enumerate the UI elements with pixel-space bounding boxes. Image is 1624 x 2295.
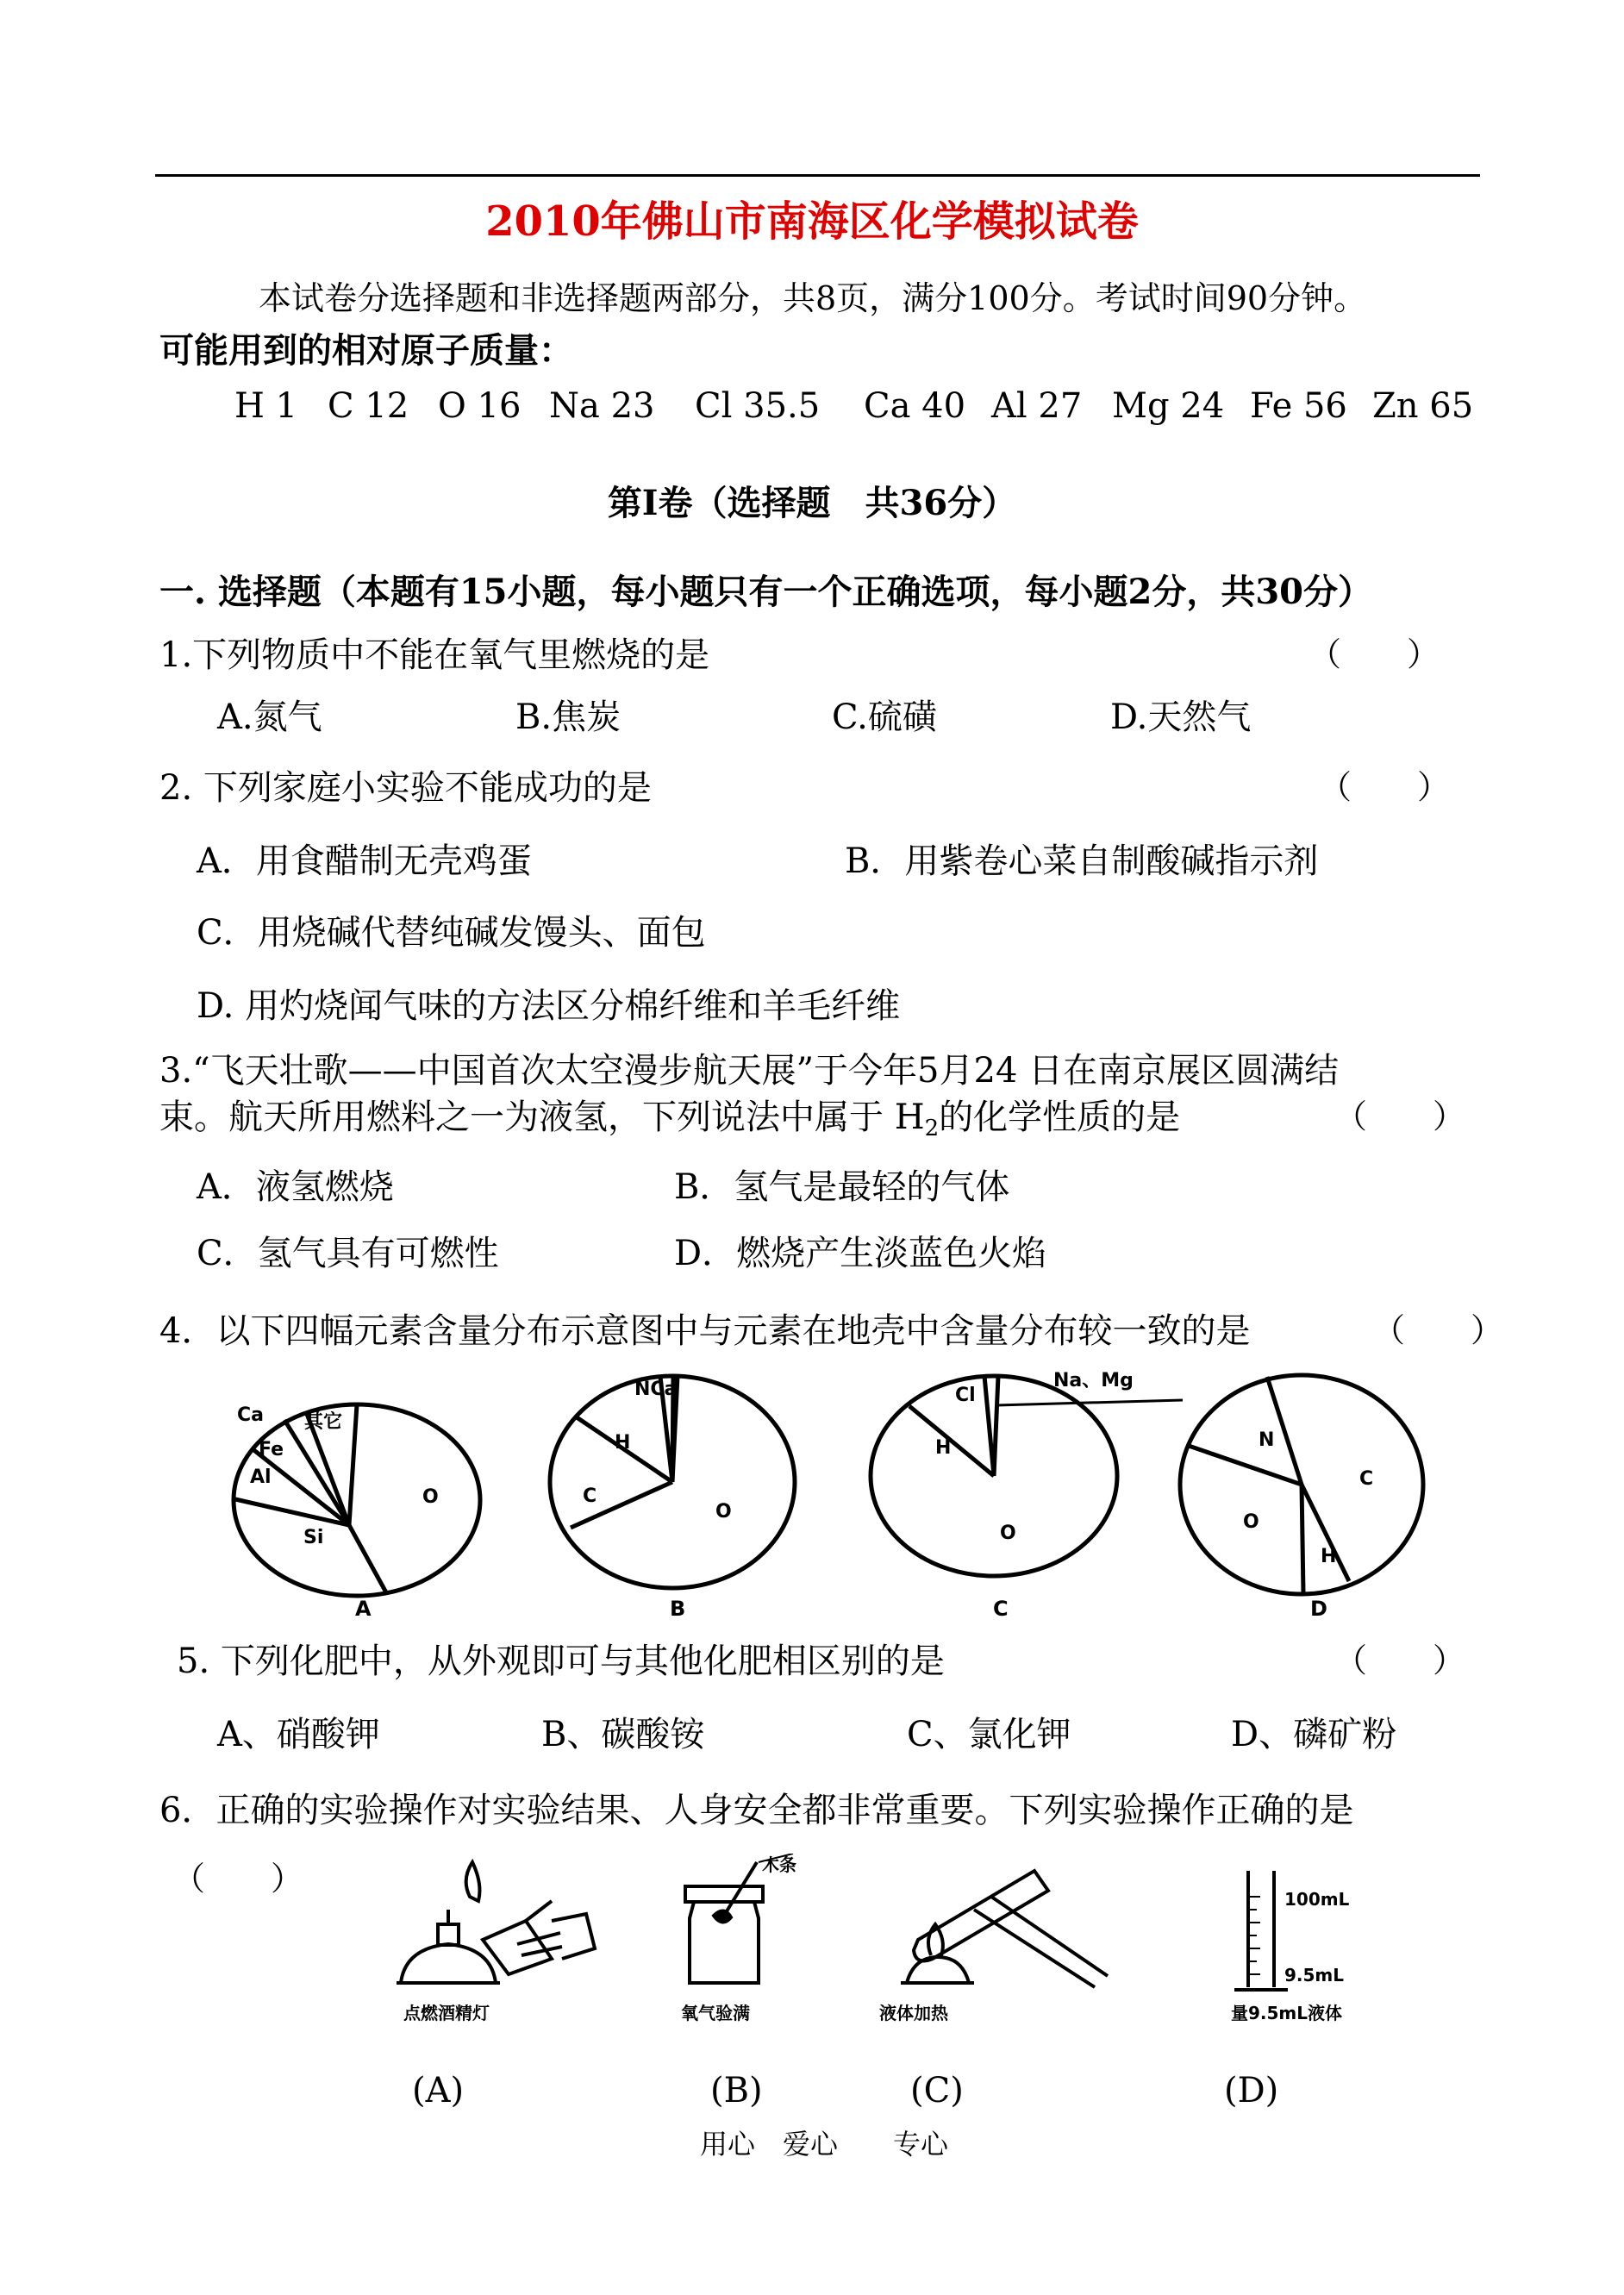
cylinder-bottom-mark: 9.5mL bbox=[1284, 1965, 1345, 1985]
cylinder-top-mark: 100mL bbox=[1284, 1889, 1350, 1910]
option-c: C.硫磺 bbox=[832, 697, 937, 737]
option-c: C、氯化钾 bbox=[907, 1715, 1071, 1754]
pie-a-caption: A bbox=[355, 1597, 372, 1621]
pie-d-label-o: O bbox=[1243, 1511, 1259, 1533]
pie-b-label-h: H bbox=[615, 1432, 631, 1454]
atomic-mass-h: H 1 bbox=[234, 386, 298, 426]
question-stem-line-1: 3.“飞天壮歌——中国首次太空漫步航天展”于今年5月24 日在南京展区圆满结 bbox=[159, 1051, 1340, 1091]
option-d: D.天然气 bbox=[1110, 697, 1252, 737]
pie-c-label-na-mg: Na、Mg bbox=[1053, 1370, 1134, 1391]
pie-c-label-cl: Cl bbox=[955, 1385, 976, 1406]
atomic-mass-o: O 16 bbox=[438, 386, 522, 426]
pie-b-label-nca: NCa bbox=[634, 1379, 678, 1400]
h2-subscript: 2 bbox=[924, 1116, 940, 1141]
stem-text-b: 的化学性质的是 bbox=[939, 1097, 1181, 1137]
pie-c-label-h: H bbox=[935, 1437, 952, 1459]
experiment-a-caption: 点燃酒精灯 bbox=[403, 2003, 490, 2023]
question-stem-line-2 bbox=[159, 1090, 1180, 1141]
pie-d-label-h: H bbox=[1321, 1546, 1337, 1567]
pie-a-label-ca: Ca bbox=[237, 1404, 264, 1426]
pie-a-label-si: Si bbox=[303, 1527, 324, 1548]
option-c: C．氢气具有可燃性 bbox=[197, 1234, 499, 1273]
question-stem: 6．正确的实验操作对实验结果、人身安全都非常重要。下列实验操作正确的是 bbox=[159, 1791, 1354, 1830]
answer-paren: （ ） bbox=[172, 1860, 304, 1898]
atomic-mass-na: Na 23 bbox=[549, 386, 655, 426]
option-a: A．用食醋制无壳鸡蛋 bbox=[197, 841, 532, 881]
atomic-mass-fe: Fe 56 bbox=[1250, 386, 1347, 426]
option-a: A、硝酸钾 bbox=[217, 1715, 380, 1754]
question-stem: 4．以下四幅元素含量分布示意图中与元素在地壳中含量分布较一致的是 bbox=[159, 1311, 1251, 1351]
stick-label: 木条 bbox=[762, 1854, 796, 1875]
pie-d-label-n: N bbox=[1259, 1429, 1275, 1451]
pie-c-caption: C bbox=[993, 1597, 1009, 1621]
exam-title: 2010年佛山市南海区化学模拟试卷 bbox=[485, 197, 1139, 246]
graduated-cylinder-illustration bbox=[1234, 1871, 1288, 1990]
answer-paren: （ ） bbox=[1309, 635, 1440, 673]
pie-a-label-other: 其它 bbox=[304, 1411, 343, 1433]
pie-a-label-fe: Fe bbox=[259, 1439, 284, 1460]
experiment-a-letter: (A) bbox=[412, 2071, 465, 2111]
alcohol-lamp-illustration bbox=[397, 1862, 595, 1983]
pie-b-caption: B bbox=[670, 1597, 686, 1621]
stem-text-a: 束。航天所用燃料之一为液氢，下列说法中属于 H bbox=[159, 1097, 925, 1137]
atomic-mass-cl: Cl 35.5 bbox=[695, 386, 821, 426]
pie-d-caption: D bbox=[1310, 1597, 1327, 1621]
answer-paren: （ ） bbox=[1334, 1097, 1466, 1135]
experiment-d-caption: 量9.5mL液体 bbox=[1231, 2003, 1343, 2023]
pie-a-label-o: O bbox=[422, 1486, 439, 1508]
question-stem: 2. 下列家庭小实验不能成功的是 bbox=[159, 768, 652, 808]
atomic-mass-c: C 12 bbox=[328, 386, 409, 426]
test-tube-heating-illustration bbox=[901, 1871, 1108, 1987]
option-b: B．氢气是最轻的气体 bbox=[674, 1167, 1010, 1207]
experiment-d-letter: (D) bbox=[1224, 2071, 1279, 2111]
option-d: D．燃烧产生淡蓝色火焰 bbox=[674, 1234, 1047, 1273]
top-rule bbox=[155, 174, 1480, 177]
pie-d-label-c: C bbox=[1359, 1468, 1374, 1490]
option-d: D. 用灼烧闻气味的方法区分棉纤维和羊毛纤维 bbox=[197, 986, 901, 1026]
experiment-b-caption: 氧气验满 bbox=[681, 2003, 750, 2023]
experiment-c-caption: 液体加热 bbox=[879, 2003, 948, 2023]
element-distribution-pies bbox=[0, 1354, 1624, 1638]
atomic-mass-zn: Zn 65 bbox=[1372, 386, 1474, 426]
atomic-mass-mg: Mg 24 bbox=[1112, 386, 1225, 426]
pie-a-label-al: Al bbox=[250, 1466, 272, 1488]
pie-b-label-c: C bbox=[583, 1485, 597, 1507]
page-footer: 用心 爱心 专心 bbox=[700, 2128, 949, 2161]
answer-paren: （ ） bbox=[1372, 1311, 1504, 1349]
answer-paren: （ ） bbox=[1319, 768, 1451, 806]
answer-paren: （ ） bbox=[1334, 1642, 1466, 1679]
option-a: A.氮气 bbox=[217, 697, 322, 737]
option-b: B.焦炭 bbox=[515, 697, 621, 737]
atomic-mass-ca: Ca 40 bbox=[864, 386, 966, 426]
experiment-c-letter: (C) bbox=[910, 2071, 964, 2111]
experiment-b-letter: (B) bbox=[710, 2071, 763, 2111]
experiment-figures bbox=[0, 1854, 1624, 2052]
option-b: B、碳酸铵 bbox=[541, 1715, 705, 1754]
option-b: B．用紫卷心菜自制酸碱指示剂 bbox=[845, 841, 1319, 881]
atomic-mass-label: 可能用到的相对原子质量： bbox=[159, 330, 573, 371]
question-stem: 1.下列物质中不能在氧气里燃烧的是 bbox=[159, 635, 710, 675]
pie-b-label-o: O bbox=[715, 1501, 732, 1523]
part-heading: 一. 选择题（本题有15小题，每小题只有一个正确选项，每小题2分，共30分） bbox=[159, 572, 1373, 612]
section-title: 第I卷（选择题 共36分） bbox=[607, 483, 1017, 523]
pie-c-label-o: O bbox=[1000, 1523, 1016, 1544]
option-d: D、磷矿粉 bbox=[1231, 1715, 1397, 1754]
option-c: C．用烧碱代替纯碱发馒头、面包 bbox=[197, 913, 706, 953]
exam-intro: 本试卷分选择题和非选择题两部分，共8页，满分100分。考试时间90分钟。 bbox=[259, 279, 1367, 317]
option-a: A．液氢燃烧 bbox=[197, 1167, 394, 1207]
question-stem: 5. 下列化肥中，从外观即可与其他化肥相区别的是 bbox=[177, 1642, 945, 1681]
atomic-mass-al: Al 27 bbox=[991, 386, 1083, 426]
